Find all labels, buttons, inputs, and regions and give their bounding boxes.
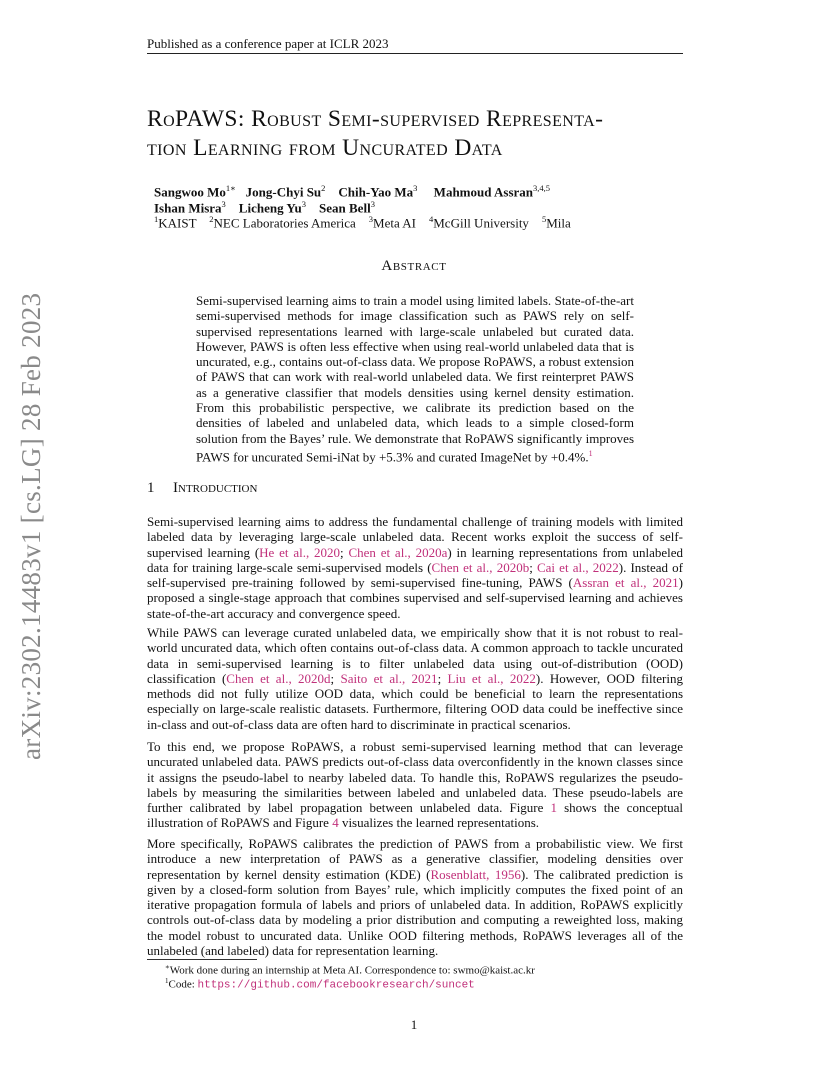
paragraph-text: shows the conceptual illustration of RoPAWS and Figure <box>147 800 683 831</box>
author-name: Sean Bell <box>319 200 371 216</box>
affil-sup: 4 <box>429 214 434 224</box>
footnote-rule <box>147 959 257 960</box>
author-name: Ishan Misra <box>154 200 222 216</box>
header-rule <box>147 53 683 54</box>
paper-title-line2: tion Learning from Uncurated Data <box>147 135 503 161</box>
paragraph-text: ). Instead of self-supervised pre-training followed by semi-supervised fine-tuning, PAWS ( <box>147 559 683 591</box>
section-number: 1 <box>147 480 155 496</box>
paragraph-text: While PAWS can leverage curated unlabeled data, we empirically show that it is not robust to real-world uncurated data, which often contains out-of-class data. A common approach to tackle uncurated data in semi-supervised learning is to filter unlabeled data using out-of-distribution (OOD) classification ( <box>147 625 683 686</box>
page-number: 1 <box>410 1017 418 1032</box>
citation-link[interactable]: He et al., 2020 <box>259 544 341 560</box>
affiliation: KAIST <box>158 215 197 231</box>
author-sup: 3 <box>301 199 307 209</box>
paragraph-text: Semi-supervised learning aims to address the fundamental challenge of training models with limited labeled data by leveraging large-scale unlabeled data. Recent works exploit the success of self-supervised learning ( <box>147 514 683 560</box>
citation-link[interactable]: Chen et al., 2020b <box>431 559 530 575</box>
citation-link[interactable]: Cai et al., 2022 <box>536 559 619 575</box>
paragraph-text: More specifically, RoPAWS calibrates the prediction of PAWS from a probabilistic view. We first introduce a new interpretation of PAWS as a generative classifier, modeling densities over representation by kernel density estimation (KDE) ( <box>147 836 683 882</box>
code-url-link[interactable]: https://github.com/facebookresearch/suncet <box>197 979 475 992</box>
abstract-heading: Abstract <box>381 258 447 274</box>
figure-ref-link[interactable]: 4 <box>332 815 339 831</box>
paragraph-1 <box>147 514 683 621</box>
footnote-ref[interactable]: 1 <box>588 448 593 458</box>
citation-link[interactable]: Chen et al., 2020a <box>348 544 448 560</box>
author-sup: 3 <box>221 199 226 209</box>
affiliation: Mila <box>546 215 571 231</box>
author-name: Licheng Yu <box>238 200 302 216</box>
author-line-1 <box>154 183 550 200</box>
affiliation: Meta AI <box>373 215 416 231</box>
paragraph-text: ; <box>529 559 537 575</box>
affil-sup: 5 <box>541 214 547 224</box>
citation-link[interactable]: Chen et al., 2020d <box>226 670 331 686</box>
citation-link[interactable]: Liu et al., 2022 <box>447 670 536 686</box>
author-name: Chih-Yao Ma <box>338 184 414 200</box>
author-sup: 1∗ <box>225 183 236 193</box>
figure-ref-link[interactable]: 1 <box>550 800 558 816</box>
author-name: Sangwoo Mo <box>154 184 226 200</box>
affiliations <box>154 214 571 231</box>
author-name: Jong-Chyi Su <box>245 184 322 200</box>
citation-link[interactable]: Rosenblatt, 1956 <box>430 866 521 882</box>
citation-link[interactable]: Assran et al., 2021 <box>572 575 679 591</box>
affiliation: McGill University <box>433 215 529 231</box>
author-sup: 3 <box>413 183 418 193</box>
paragraph-4 <box>147 836 683 958</box>
author-name: Mahmoud Assran <box>433 184 533 200</box>
author-sup: 3 <box>370 199 375 209</box>
footnote-mark: ∗ <box>165 963 170 971</box>
paragraph-text: ; <box>340 544 349 560</box>
paragraph-text: ). However, OOD filtering methods did not fully utilize OOD data, which could be beneficial to learn the representations especially on large-scale realistic datasets. Furthermore, filtering OOD data could be ineffective since in-class and out-of-class data are often hard to discriminate in practical scenarios. <box>147 670 683 732</box>
affil-sup: 2 <box>209 214 214 224</box>
section-title: Introduction <box>173 480 258 496</box>
paragraph-text: To this end, we propose RoPAWS, a robust semi-supervised learning method that can leverage uncurated unlabeled data. PAWS predicts out-of-class data overconfidently in the known classes since it assigns the pseudo-label to nearby labeled data. To handle this, RoPAWS regularizes the pseudo-labels by measuring the similarities between labeled and unlabeled data. These pseudo-labels are further calibrated by label propagation between unlabeled data. Figure <box>147 739 683 816</box>
footnote-label: Code: <box>168 978 198 991</box>
section-heading <box>147 480 257 497</box>
affiliation: NEC Laboratories America <box>213 215 356 231</box>
abstract-text: Semi-supervised learning aims to train a model using limited labels. State-of-the-art semi-supervised methods for image classification such as PAWS rely on self-supervised representations learned with large-scale unlabeled but curated data. However, PAWS is often less effective when using real-world unlabeled data that is uncurated, e.g., contains out-of-class data. We propose RoPAWS, a robust extension of PAWS that can work with real-world unlabeled data. We first reinterpret PAWS as a generative classifier that models densities using kernel density estimation. From this probabilistic perspective, we calibrate its prediction based on the densities of labeled and unlabeled data, which leads to a simple closed-form solution from the Bayes’ rule. We demonstrate that RoPAWS significantly improves PAWS for uncurated Semi-iNat by +5.3% and curated ImageNet by +0.4%. <box>196 293 634 465</box>
paragraph-text: ) in learning representations from unlabeled data for training large-scale semi-supervised models ( <box>147 544 683 575</box>
footnote-mark: 1 <box>165 977 169 985</box>
footnote-2 <box>165 977 475 992</box>
paper-title-line1: RoPAWS: Robust Semi-supervised Representa- <box>147 106 604 132</box>
arxiv-stamp: arXiv:2302.14483v1 [cs.LG] 28 Feb 2023 <box>16 292 46 760</box>
author-sup: 3,4,5 <box>533 183 550 193</box>
paragraph-text: visualizes the learned representations. <box>338 815 540 831</box>
paragraph-3 <box>147 739 683 831</box>
paragraph-text: ; <box>437 670 448 686</box>
paragraph-text: ; <box>330 670 341 686</box>
author-sup: 2 <box>321 183 326 193</box>
footnote-text: Work done during an internship at Meta AI. Correspondence to: swmo@kaist.ac.kr <box>169 964 535 977</box>
paragraph-text: ) proposed a single-stage approach that combines supervised and self-supervised learning and achieves state-of-the-art accuracy and convergence speed. <box>147 575 683 621</box>
paragraph-2 <box>147 625 683 732</box>
affil-sup: 1 <box>154 214 159 224</box>
citation-link[interactable]: Saito et al., 2021 <box>340 670 438 686</box>
footnote-1 <box>165 963 535 977</box>
affil-sup: 3 <box>368 214 374 224</box>
abstract-body <box>196 293 634 465</box>
paragraph-text: ). The calibrated prediction is given by a closed-form solution from Bayes’ rule, which implicitly computes the fixed point of an iterative propagation formula of labels and priors of unlabeled data. In addition, RoPAWS explicitly controls out-of-class data by modeling a prior distribution and computing a reweighted loss, making the model robust to uncurated data. Unlike OOD filtering methods, RoPAWS leverages all of the unlabeled (and labeled) data for representation learning. <box>147 866 684 959</box>
running-header: Published as a conference paper at ICLR 2023 <box>147 36 389 51</box>
